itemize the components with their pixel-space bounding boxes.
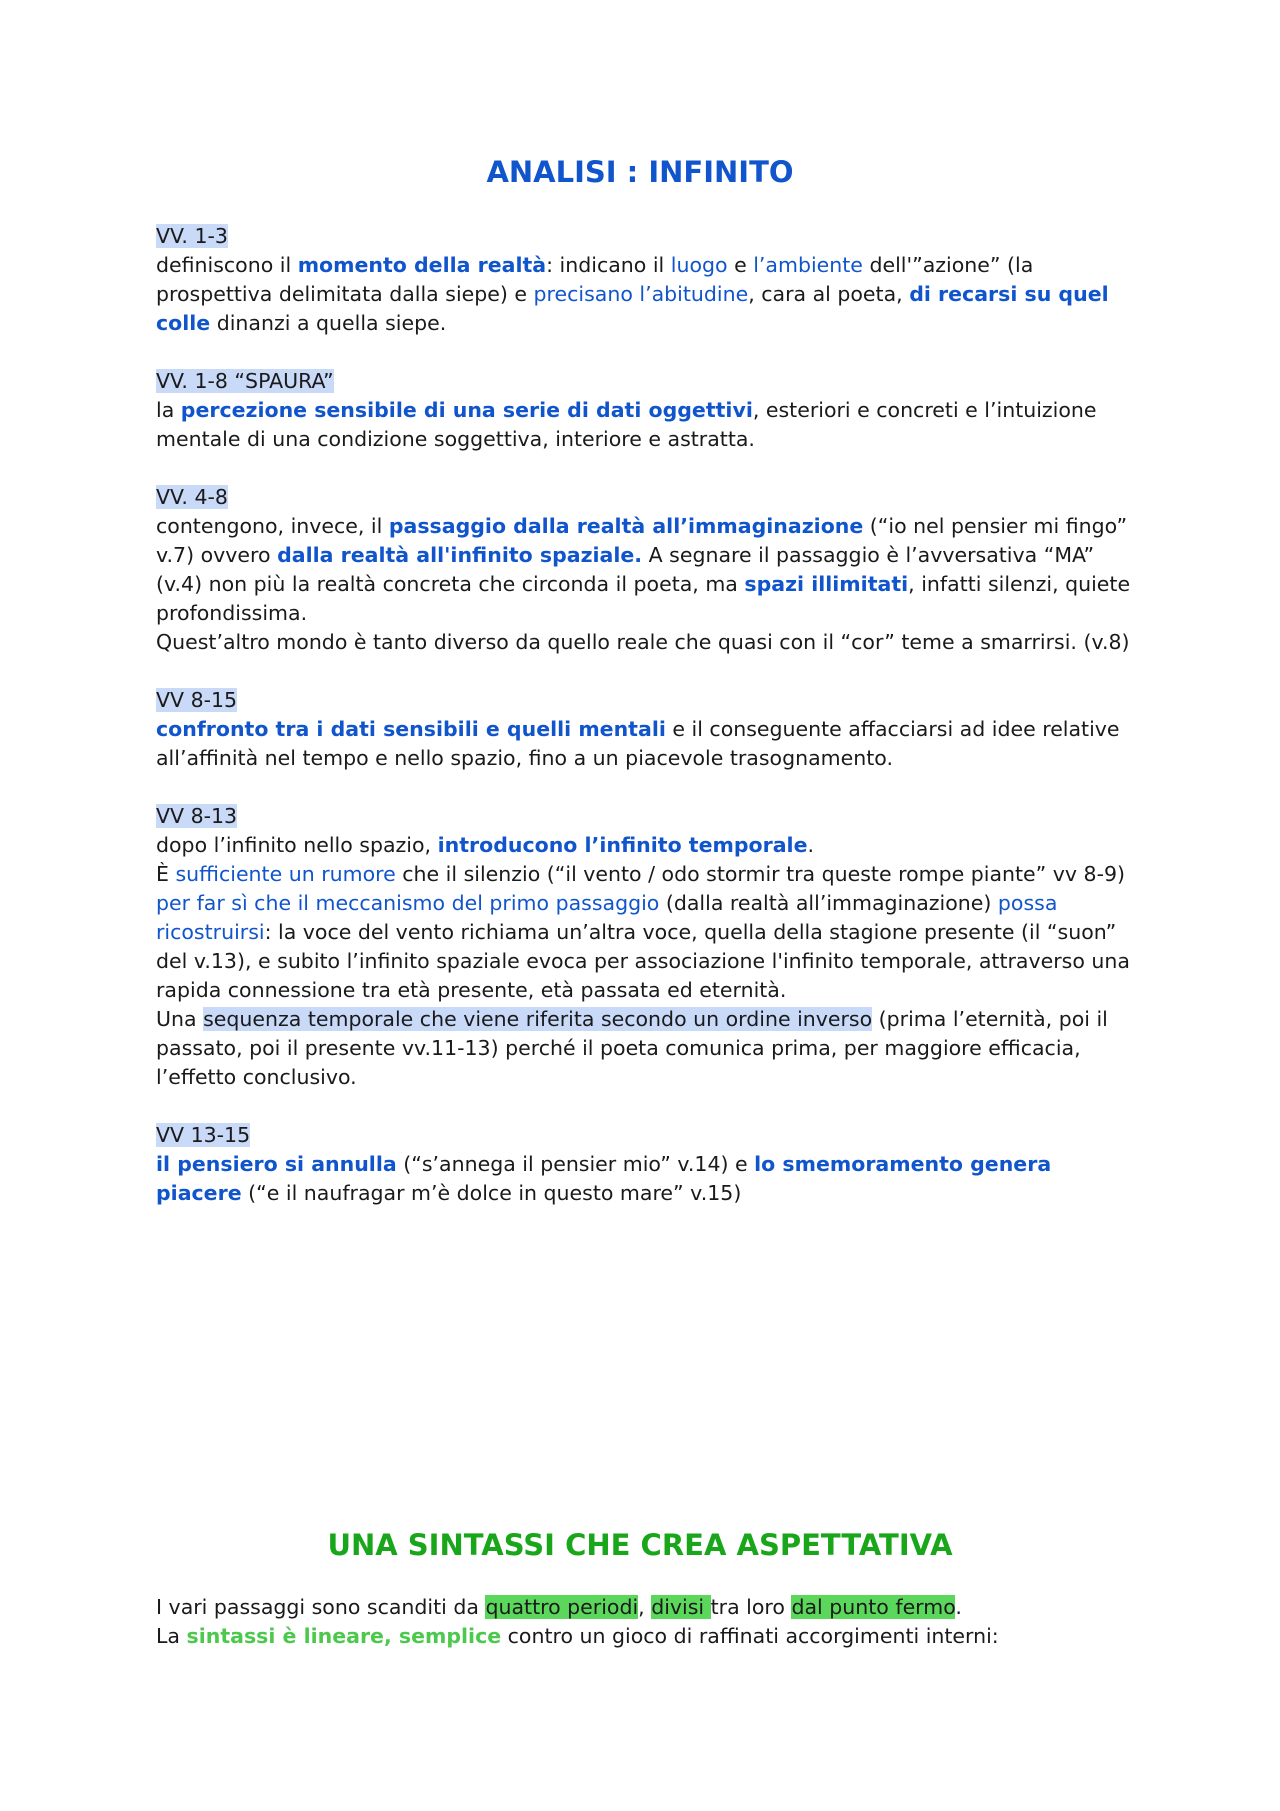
text-run: : la voce del vento richiama un’altra voce, quella della stagione presente (il “suon” del v.13), e subito l’infinito spaziale evoca per associazione l'infinito temporale, attraverso una rapida connessione tra età presente, età passata ed eternità.: [156, 920, 1130, 1002]
text-run: divisi: [651, 1595, 711, 1619]
text-run: dinanzi a quella siepe.: [210, 311, 447, 335]
text-run: , cara al poeta,: [748, 282, 910, 306]
paragraph: [156, 860, 1136, 1005]
verse-section: [156, 367, 1136, 454]
paragraph: [156, 396, 1136, 454]
section-heading-line: [156, 367, 1136, 396]
verse-heading: VV. 1-3: [156, 224, 228, 248]
text-run: A segnare il passaggio è l’avversativa “MA” (v.4) non più la realtà concreta che circonda il poeta, ma: [156, 543, 1095, 596]
section-heading-line: [156, 802, 1136, 831]
verse-section: [156, 1121, 1136, 1208]
section-heading-line: [156, 686, 1136, 715]
verse-heading: VV 8-15: [156, 688, 238, 712]
text-run: (dalla realtà all’immaginazione): [659, 891, 998, 915]
text-run: sintassi è lineare, semplice: [186, 1624, 502, 1648]
text-run: lo smemoramento genera piacere: [156, 1152, 1052, 1205]
text-run: , infatti silenzi, quiete profondissima.: [156, 572, 1131, 625]
text-run: dell'”azione” (la prospettiva delimitata dalla siepe) e: [156, 253, 1034, 306]
section-heading-line: [156, 222, 1136, 251]
section-heading-line: [156, 1121, 1136, 1150]
text-run: ,: [638, 1595, 652, 1619]
text-run: (“io nel pensier mi fingo” v.7) ovvero: [156, 514, 1128, 567]
text-run: sufficiente un rumore: [175, 862, 396, 886]
text-run: , esteriori e concreti e l’intuizione mentale di una condizione soggettiva, interiore e astratta.: [156, 398, 1097, 451]
paragraph: [156, 1622, 1136, 1651]
text-run: di recarsi su quel colle: [156, 282, 1109, 335]
sintassi-section: [156, 1593, 1136, 1651]
paragraph: [156, 628, 1136, 657]
text-run: (“s’annega il pensier mio” v.14) e: [396, 1152, 755, 1176]
text-run: contengono, invece, il: [156, 514, 389, 538]
text-run: .: [955, 1595, 962, 1619]
verse-section: [156, 802, 1136, 1092]
text-run: contro un gioco di raffinati accorgimenti interni:: [501, 1624, 999, 1648]
verse-heading: VV 13-15: [156, 1123, 251, 1147]
paragraph: [156, 1593, 1136, 1622]
text-run: È: [156, 862, 176, 886]
text-run: e il conseguente affacciarsi ad idee relative all’affinità nel tempo e nello spazio, fino a un piacevole trasognamento.: [156, 717, 1120, 770]
text-run: introducono l’infinito temporale: [437, 833, 808, 857]
text-run: .: [807, 833, 815, 857]
text-run: precisano l’abitudine: [533, 282, 749, 306]
text-run: passaggio dalla realtà all’immaginazione: [388, 514, 864, 538]
text-run: dal punto fermo: [791, 1595, 956, 1619]
text-run: momento della realtà: [297, 253, 547, 277]
verse-section: [156, 483, 1136, 657]
text-run: tra loro: [710, 1595, 792, 1619]
section-heading-line: [156, 483, 1136, 512]
text-run: I vari passaggi sono scanditi da: [156, 1595, 486, 1619]
paragraph: [156, 715, 1136, 773]
analysis-sections: [156, 222, 1136, 1237]
verse-section: [156, 686, 1136, 773]
text-run: La: [156, 1624, 187, 1648]
paragraph: [156, 1005, 1136, 1092]
verse-heading: VV. 1-8 “SPAURA”: [156, 369, 334, 393]
text-run: definiscono il: [156, 253, 298, 277]
text-run: (“e il naufragar m’è dolce in questo mare” v.15): [241, 1181, 742, 1205]
text-run: Quest’altro mondo è tanto diverso da quello reale che quasi con il “cor” teme a smarrirsi. (v.8): [156, 630, 1130, 654]
text-run: e: [727, 253, 754, 277]
text-run: possa ricostruirsi: [156, 891, 1058, 944]
verse-heading: VV. 4-8: [156, 485, 228, 509]
text-run: dalla realtà all'infinito spaziale.: [277, 543, 643, 567]
text-run: l’ambiente: [753, 253, 863, 277]
text-run: che il silenzio (“il vento / odo stormir tra queste rompe piante” vv 8-9): [395, 862, 1126, 886]
text-run: : indicano il: [546, 253, 671, 277]
verse-section: [156, 222, 1136, 338]
text-run: sequenza temporale che viene riferita secondo un ordine inverso: [203, 1007, 873, 1031]
paragraph: [156, 831, 1136, 860]
text-run: il pensiero si annulla: [156, 1152, 397, 1176]
text-run: (prima l’eternità, poi il passato, poi il presente vv.11-13) perché il poeta comunica prima, per maggiore efficacia, l’effetto conclusivo.: [156, 1007, 1108, 1089]
text-run: spazi illimitati: [744, 572, 909, 596]
text-run: dopo l’infinito nello spazio,: [156, 833, 438, 857]
text-run: Una: [156, 1007, 204, 1031]
verse-heading: VV 8-13: [156, 804, 238, 828]
text-run: quattro periodi: [485, 1595, 639, 1619]
text-run: confronto tra i dati sensibili e quelli mentali: [156, 717, 666, 741]
text-run: percezione sensibile di una serie di dati oggettivi: [180, 398, 753, 422]
text-run: la: [156, 398, 181, 422]
section-title-sintassi: UNA SINTASSI CHE CREA ASPETTATIVA: [327, 1528, 953, 1562]
page-title: ANALISI : INFINITO: [486, 155, 794, 189]
text-run: per far sì che il meccanismo del primo passaggio: [156, 891, 660, 915]
text-run: luogo: [670, 253, 728, 277]
paragraph: [156, 1150, 1136, 1208]
paragraph: [156, 512, 1136, 628]
paragraph: [156, 251, 1136, 338]
